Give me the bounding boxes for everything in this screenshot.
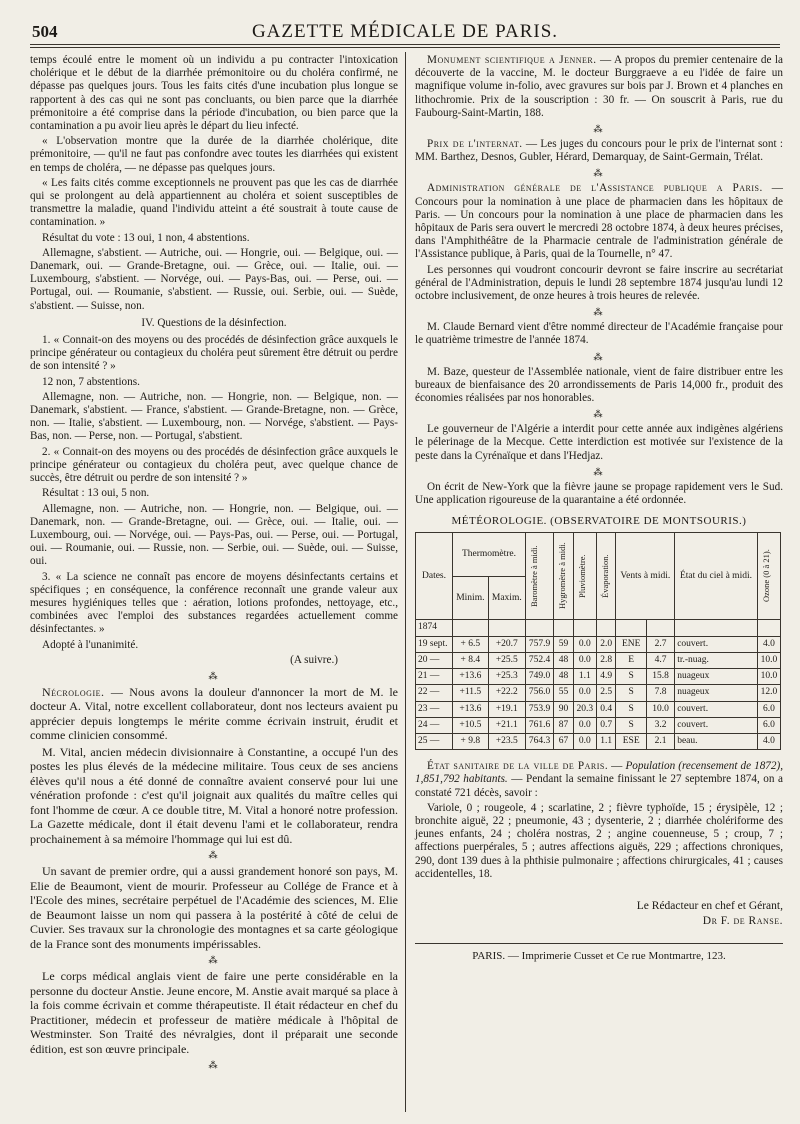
table-row bbox=[416, 701, 781, 717]
table-year: 1874 bbox=[416, 620, 453, 636]
vote-list: Allemagne, non. — Autriche, non. — Hongrie, non. — Belgique, non. — Danemark, s'abstient. — France, s'abstient. — Grande-Bretagne, non. — Grèce, non. — Italie, s'abstient. — Luxembourg, non. — Norvége, s'abstient. — Pays-Bas, non. — Perse, non. — Portugal, s'abstient. bbox=[30, 390, 398, 443]
obituary-label: Nécrologie. — bbox=[42, 684, 124, 699]
table-cell: 24 — bbox=[416, 717, 453, 733]
table-cell: 21 — bbox=[416, 669, 453, 685]
question-2: 2. « Connait-on des moyens ou des procédés de désinfection grâce auxquels le principe générateur ou contagieux du choléra peut, avec quelque chance de succès, être détruit ou perdre de son intensité ? » bbox=[30, 445, 398, 485]
right-column bbox=[415, 54, 783, 963]
meteo-table bbox=[415, 532, 781, 750]
table-cell: 0.4 bbox=[596, 701, 616, 717]
col-header: Vents à midi. bbox=[616, 533, 675, 620]
table-cell: 20.3 bbox=[573, 701, 596, 717]
table-cell: 0.0 bbox=[573, 652, 596, 668]
table-cell: 55 bbox=[554, 685, 574, 701]
table-cell: 756.0 bbox=[525, 685, 553, 701]
asterism: ⁂ bbox=[208, 955, 220, 966]
table-cell: ENE bbox=[616, 636, 647, 652]
table-cell: +22.2 bbox=[488, 685, 525, 701]
table-cell: S bbox=[616, 701, 647, 717]
table-cell: 15.8 bbox=[647, 669, 675, 685]
news-algerie: Le gouverneur de l'Algérie a interdit pour cette année aux indigènes algériens le pélerinage de la Mecque. Cette interdiction est motivée sur l'existence de la peste dans la Cyrénaïque et dans l'Hedjaz. bbox=[415, 423, 783, 462]
table-cell: +11.5 bbox=[453, 685, 489, 701]
page-header bbox=[30, 18, 780, 42]
col-header: Ozone (0 à 21). bbox=[757, 533, 780, 620]
table-cell: 90 bbox=[554, 701, 574, 717]
table-cell: 753.9 bbox=[525, 701, 553, 717]
news-newyork: On écrit de New-York que la fièvre jaune se propage rapidement vers le Sud. Une application rigoureuse de la quarantaine a été ordonnée. bbox=[415, 480, 783, 507]
news-label: Prix de l'internat. bbox=[427, 138, 523, 151]
table-cell: 48 bbox=[554, 669, 574, 685]
obituary-beaumont: Un savant de premier ordre, qui a aussi grandement honoré son pays, M. Elie de Beaumont, vient de mourir. Professeur au Collége de France et à l'Ecole des mines, secrétaire perpétuel de l'Académie des sciences, M. Elie de Beaumont laisse un nom qui passera à la postérité à côté de celui de Cuvier. Ses travaux sur la chronologie des montagnes et sa carte géologique de la France sont des monuments impérissables. bbox=[30, 864, 398, 951]
paragraph: « Les faits cités comme exceptionnels ne prouvent pas que les cas de diarrhée qui se prolongent au delà appartiennent au choléra et soient susceptibles de transmettre la maladie, quand l'individu atteint a été soustrait à toute cause de contamination. » bbox=[30, 176, 398, 229]
table-row bbox=[416, 636, 781, 652]
table-cell: 22 — bbox=[416, 685, 453, 701]
table-cell: + 8.4 bbox=[453, 652, 489, 668]
table-row bbox=[416, 652, 781, 668]
news-internat: Prix de l'internat. — Les juges du concours pour le prix de l'internat sont : MM. Barthez, Desnos, Gubler, Hérard, Demarquay, de Saint-Germain, Trélat. bbox=[415, 138, 784, 164]
asterism: ⁂ bbox=[593, 466, 605, 477]
news-jenner: Monument scientifique a Jenner. — A propos du premier centenaire de la découverte de la vaccine, M. le docteur Burggraeve a eu l'idée de faire un magnifique volume in-folio, avec gravures sur bois par J. Brown et 4 planches en lithochromie. Prix de la souscription : 30 fr. — On souscrit à Paris, rue du Faubourg-Saint-Martin, 188. bbox=[415, 54, 783, 119]
table-cell: S bbox=[616, 717, 647, 733]
asterism: ⁂ bbox=[593, 168, 605, 179]
col-header: État du ciel à midi. bbox=[675, 533, 758, 620]
table-cell: 48 bbox=[554, 652, 574, 668]
table-cell: S bbox=[616, 669, 647, 685]
header-rule-2 bbox=[30, 47, 780, 48]
table-cell: +19.1 bbox=[488, 701, 525, 717]
news-admin-2: Les personnes qui voudront concourir devront se faire inscrire au secrétariat général de l'Administration, depuis le lundi 28 septembre 1874 jusqu'au lundi 12 octobre inclusivement, de onze heures à trois heures de relevée. bbox=[415, 263, 783, 303]
journal-title: GAZETTE MÉDICALE DE PARIS. bbox=[251, 21, 559, 42]
asterism: ⁂ bbox=[593, 307, 605, 318]
table-cell: +25.5 bbox=[488, 652, 525, 668]
table-cell: 23 — bbox=[416, 701, 453, 717]
table-cell: 0.0 bbox=[573, 733, 596, 749]
paragraph: temps écoulé entre le moment où un individu a pu contracter l'intoxication cholérique et le début de la diarrhée prémonitoire ou du choléra confirmé, ne dépasse pas quelques jours. Tous les faits cités d'une incubation plus longue se rapportent à des cas qui ne sont pas concluants, ou bien parce que la diarrhée prémonitoire a été comprise dans la période d'incubation, ou bien parce que la contamination a pu avoir lieu après le départ du lieu infecté. bbox=[30, 54, 398, 133]
table-cell: 10.0 bbox=[757, 669, 780, 685]
table-cell: 1.1 bbox=[573, 669, 596, 685]
table-cell: 2.0 bbox=[596, 636, 616, 652]
vote-list: Allemagne, s'abstient. — Autriche, oui. — Hongrie, oui. — Belgique, oui. — Danemark, oui. — Grande-Bretagne, oui. — Grèce, oui. — Italie, oui. — Luxembourg, s'abstient. — Norvége, oui. — Pays-Bas, oui. — Perse, oui. — Portugal, oui. — Roumanie, s'abstient. — Russie, oui. Serbie, oui. — Suède, s'abstient. — Suisse, non. bbox=[30, 246, 398, 312]
table-cell: 749.0 bbox=[525, 669, 553, 685]
table-cell: 2.1 bbox=[647, 733, 675, 749]
col-header: Baromètre à midi. bbox=[525, 533, 553, 620]
section-heading: IV. Questions de la désinfection. bbox=[141, 316, 287, 329]
col-header: Dates. bbox=[416, 533, 453, 620]
table-cell: 0.7 bbox=[596, 717, 616, 733]
table-cell: 87 bbox=[554, 717, 574, 733]
table-row bbox=[416, 717, 781, 733]
table-cell: nuageux bbox=[675, 685, 758, 701]
news-label: Monument scientifique a Jenner. bbox=[427, 54, 597, 66]
table-row bbox=[416, 685, 781, 701]
vote-result: Résultat : 13 oui, 5 non. bbox=[42, 487, 150, 500]
table-cell: 12.0 bbox=[757, 685, 780, 701]
col-header: Hygromètre à midi. bbox=[554, 533, 574, 620]
asterism: ⁂ bbox=[208, 1060, 220, 1071]
table-cell: S bbox=[616, 685, 647, 701]
table-cell: 7.8 bbox=[647, 685, 675, 701]
table-cell: 0.0 bbox=[573, 717, 596, 733]
question-3: 3. « La science ne connaît pas encore de moyens désinfectants certains et spécifiques ; en conséquence, la conférence reconnaît une grande valeur aux mesures hygiéniques telles que : aération, lotions profondes, nettoyage, etc., combinées avec l'emploi des substances regardées actuellement comme désinfectantes. » bbox=[30, 570, 398, 636]
col-header: Minim. bbox=[453, 576, 489, 620]
table-cell: +21.1 bbox=[488, 717, 525, 733]
table-cell: 0.0 bbox=[573, 636, 596, 652]
table-cell: 6.0 bbox=[757, 701, 780, 717]
table-cell: 761.6 bbox=[525, 717, 553, 733]
column-divider bbox=[405, 52, 406, 1112]
news-bernard: M. Claude Bernard vient d'être nommé directeur de l'Académie française pour le quatrième trimestre de l'année 1874. bbox=[415, 321, 783, 347]
signature-block bbox=[415, 899, 783, 929]
col-header: Maxim. bbox=[488, 576, 525, 620]
table-cell: 25 — bbox=[416, 733, 453, 749]
table-cell: +13.6 bbox=[453, 669, 489, 685]
meteo-title: MÉTÉOROLOGIE. (OBSERVATOIRE DE MONTSOURIS.) bbox=[451, 515, 747, 528]
obituary-vital: M. Vital, ancien médecin divisionnaire à Constantine, a occupé l'un des postes les plus élevés de la médecine militaire. Tous ceux de ses anciens élèves qu'il nous a été donné de connaître avaient conservé pour lui une vénération profonde : c'est qu'il joignait aux qualités du maître celles qui font l'homme de cœur. A ce double titre, M. Vital a honoré notre profession. La Gazette médicale, dont il était devenu l'ami et le collaborateur, rendra prochainement à sa mémoire l'hommage qui lui est dû. bbox=[30, 744, 398, 846]
asterism: ⁂ bbox=[593, 351, 605, 362]
table-cell: +10.5 bbox=[453, 717, 489, 733]
table-cell: 2.5 bbox=[596, 685, 616, 701]
obituary-anstie: Le corps médical anglais vient de faire une perte considérable en la personne du docteur Anstie. Jeune encore, M. Anstie avait marqué sa place à la fois comme écrivain et comme thérapeutiste. Il était rédacteur en chef du Practitioner, médecin et professeur de matière médicale à l'hôpital de Westminster. Son Traité des névralgies, dont il préparait une seconde édition, est son œuvre principale. bbox=[30, 969, 398, 1056]
table-cell: E bbox=[616, 652, 647, 668]
news-admin: Administration générale de l'Assistance publique a Paris. — Concours pour la nomination à une place de pharmacien dans les hôpitaux de Paris. — Un concours pour la nomination à une place de pharmacien dans les hôpitaux de Paris sera ouvert le mercredi 28 octobre 1874, à deux heures précises, dans l'Amphithéâtre de la Pharmacie centrale de l'administration générale de l'Assistance publique, à Paris, quai de la Tournelle, n° 47. bbox=[415, 182, 783, 261]
table-cell: 10.0 bbox=[647, 701, 675, 717]
table-cell: couvert. bbox=[675, 701, 758, 717]
asterism: ⁂ bbox=[593, 124, 605, 135]
table-cell: 4.0 bbox=[757, 733, 780, 749]
table-cell: 757.9 bbox=[525, 636, 553, 652]
table-cell: tr.-nuag. bbox=[675, 652, 758, 668]
vote-result: Résultat du vote : 13 oui, 1 non, 4 abstentions. bbox=[42, 231, 250, 244]
col-header: Thermomètre. bbox=[453, 533, 526, 577]
to-be-continued: (A suivre.) bbox=[290, 653, 338, 666]
table-cell: 3.2 bbox=[647, 717, 675, 733]
table-cell: 2.7 bbox=[647, 636, 675, 652]
asterism: ⁂ bbox=[208, 850, 220, 861]
question-1: 1. « Connait-on des moyens ou des procédés de désinfection grâce auxquels le principe générateur ou contagieux du choléra peut sûrement être détruit ou perdre de son intensité ? » bbox=[30, 334, 398, 373]
signature-title: Le Rédacteur en chef et Gérant, bbox=[636, 899, 783, 912]
vote-list: Allemagne, non. — Autriche, non. — Hongrie, non. — Belgique, oui. — Danemark, non. — Grande-Bretagne, oui. — Grèce, oui. — Italie, oui. — Luxembourg, oui. — Norvége, oui. — Pays-Pas, oui. — Perse, oui. — Portugal, oui. — Roumanie, oui. — Russie, non. — Serbie, oui. — Suède, oui. — Suisse, oui. bbox=[30, 502, 398, 568]
table-row bbox=[416, 733, 781, 749]
vote-result: 12 non, 7 abstentions. bbox=[42, 375, 140, 388]
table-cell: 20 — bbox=[416, 652, 453, 668]
obituary-intro: Nécrologie. — Nous avons la douleur d'annoncer la mort de M. le docteur A. Vital, notre excellent collaborateur, dont nos lecteurs avaient pu apprécier depuis longtemps le mérite comme écrivain instruit, érudit et comme clinicien consommé. bbox=[30, 684, 399, 743]
news-baze: M. Baze, questeur de l'Assemblée nationale, vient de faire distribuer entre les bureaux de bienfaisance des 20 arrondissements de Paris 14,000 fr., produit des économies réalisées par nos honorables. bbox=[415, 365, 783, 405]
news-label: État sanitaire de la ville de Paris. bbox=[427, 760, 609, 773]
table-cell: 10.0 bbox=[757, 652, 780, 668]
table-cell: 1.1 bbox=[596, 733, 616, 749]
table-cell: beau. bbox=[675, 733, 758, 749]
table-cell: 19 sept. bbox=[416, 636, 453, 652]
col-header: Pluviomètre. bbox=[573, 533, 596, 620]
table-cell: + 6.5 bbox=[453, 636, 489, 652]
table-cell: ESE bbox=[616, 733, 647, 749]
left-column bbox=[30, 54, 398, 1074]
table-cell: 6.0 bbox=[757, 717, 780, 733]
table-cell: couvert. bbox=[675, 636, 758, 652]
table-cell: +20.7 bbox=[488, 636, 525, 652]
sanitary-report: État sanitaire de la ville de Paris. — Population (recensement de 1872), 1,851,792 habitants. — Pendant la semaine finissant le 27 septembre 1874, on a constaté 721 décès, savoir : bbox=[415, 760, 784, 799]
table-cell: 4.7 bbox=[647, 652, 675, 668]
table-cell: + 9.8 bbox=[453, 733, 489, 749]
asterism: ⁂ bbox=[208, 670, 220, 681]
table-cell: +25.3 bbox=[488, 669, 525, 685]
asterism: ⁂ bbox=[593, 409, 605, 420]
table-cell: 4.9 bbox=[596, 669, 616, 685]
table-cell: 764.3 bbox=[525, 733, 553, 749]
printer-line: PARIS. — Imprimerie Cusset et Ce rue Montmartre, 123. bbox=[415, 943, 783, 963]
paragraph: « L'observation montre que la durée de la diarrhée cholérique, dite prémonitoire, — qu'il ne faut pas confondre avec toutes les diarrhées qui existent en temps de choléra, — ne dépasse pas quelques jours. bbox=[30, 135, 398, 174]
table-cell: 4.0 bbox=[757, 636, 780, 652]
table-cell: 2.8 bbox=[596, 652, 616, 668]
table-cell: 59 bbox=[554, 636, 574, 652]
table-row bbox=[416, 669, 781, 685]
page-number: 504 bbox=[32, 22, 58, 41]
table-cell: 752.4 bbox=[525, 652, 553, 668]
header-rule bbox=[30, 44, 780, 45]
table-cell: +13.6 bbox=[453, 701, 489, 717]
table-cell: nuageux bbox=[675, 669, 758, 685]
table-cell: couvert. bbox=[675, 717, 758, 733]
table-cell: 0.0 bbox=[573, 685, 596, 701]
table-cell: 67 bbox=[554, 733, 574, 749]
news-label: Administration générale de l'Assistance publique a Paris. bbox=[427, 182, 763, 195]
table-cell: +23.5 bbox=[488, 733, 525, 749]
signature-name: Dr F. de Ranse. bbox=[702, 914, 783, 927]
sanitary-list: Variole, 0 ; rougeole, 4 ; scarlatine, 2 ; fièvre typhoïde, 15 ; érysipèle, 12 ; bronchite aiguë, 22 ; pneumonie, 43 ; dysenterie, 2 ; diarrhée cholériforme des jeunes enfants, 24 ; choléra nostras, 2 ; angine couenneuse, 5 ; croup, 7 ; affections puerpérales, 5 ; autres affections aiguës, 229 ; affections chroniques, 290, dont 139 dues à la phthisie pulmonaire ; affections chirurgicales, 41 ; causes accidentelles, 18. bbox=[415, 801, 783, 880]
col-header: Évaporation. bbox=[596, 533, 616, 620]
vote-result: Adopté à l'unanimité. bbox=[42, 638, 139, 651]
